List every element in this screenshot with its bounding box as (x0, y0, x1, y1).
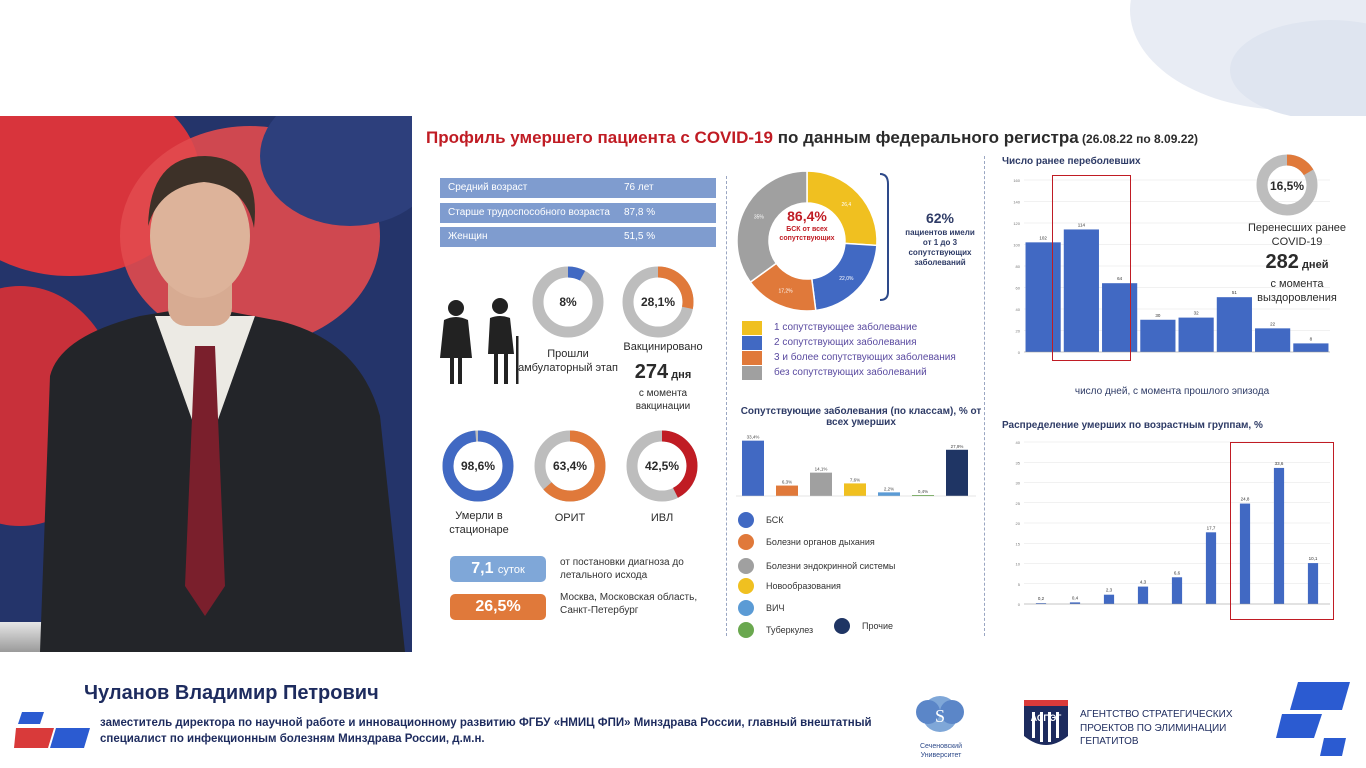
classes-bar (946, 450, 968, 496)
classes-chart-title: Сопутствующие заболевания (по классам), % от всех умерших (740, 406, 982, 428)
bar-value-label: 64 (1117, 276, 1123, 282)
y-tick-label: 160 (1013, 178, 1020, 183)
brand-logo-right (1276, 676, 1356, 766)
bar-value-label: 32 (1193, 310, 1199, 316)
classes-bar-label: 33,4% (746, 434, 760, 440)
bracket (878, 172, 894, 302)
classes-bar-label: 27,9% (950, 443, 964, 449)
classes-legend-label: Туберкулез (766, 625, 814, 635)
classes-bar-label: 2,2% (883, 486, 895, 492)
comorb-caption: пациентов имели от 1 до 3 сопутствующих заболеваний (905, 228, 975, 267)
classes-legend-dot (738, 578, 754, 594)
classes-bar (844, 483, 866, 496)
sechenov-tree-icon (910, 692, 970, 740)
bsk-slice-label: 22,0% (839, 275, 854, 282)
classes-bar-label: 7,6% (849, 477, 861, 483)
prev-caption1: Перенесших ранее COVID-19 (1247, 222, 1347, 248)
classes-legend-label: Болезни эндокринной системы (766, 561, 896, 571)
bar (1179, 318, 1214, 352)
y-tick-label: 0 (1017, 602, 1020, 607)
y-tick-label: 80 (1015, 264, 1020, 269)
aspeg-logo (1020, 696, 1072, 756)
y-tick-label: 20 (1015, 521, 1020, 526)
bar-value-label: 8 (1309, 336, 1313, 342)
bar (1138, 587, 1148, 604)
y-tick-label: 20 (1015, 328, 1020, 334)
donut-ivl-caption: ИВЛ (650, 512, 674, 524)
classes-legend-label: БСК (766, 515, 784, 525)
classes-bar-chart (736, 434, 976, 504)
svg-text:S: S (934, 706, 946, 726)
speaker-role: заместитель директора по научной работе и инновационному развитию ФГБУ «НМИЦ ФПИ» Минздрава России, главный внештатный специалист по инфекционным болезням Минздрава России, д.м.н. (100, 717, 872, 745)
donut-vaccinated-caption: Вакцинировано (623, 341, 703, 353)
y-tick-label: 0 (1017, 350, 1020, 355)
bar-value-label: 6,6 (1173, 570, 1181, 576)
comorb-pct: 62% (925, 210, 955, 226)
donut-hospital-caption: Умерли в стационаре (449, 510, 509, 536)
legend-swatch (742, 366, 762, 380)
bar (1172, 577, 1182, 604)
prev-donut-value: 16,5% (1269, 179, 1305, 193)
stat-row-elderly: Старше трудоспособного возраста 87,8 % (440, 203, 716, 223)
bar (1255, 328, 1290, 352)
prev-chart-title: Число ранее переболевших (1002, 156, 1141, 167)
classes-legend-dot (738, 622, 754, 638)
pill-region: 26,5% (450, 594, 546, 620)
vaccination-days: 274 дня (634, 361, 692, 383)
aspeg-text: АГЕНТСТВО СТРАТЕГИЧЕСКИХ ПРОЕКТОВ ПО ЭЛИМИНАЦИИ ГЕПАТИТОВ (1080, 709, 1233, 747)
y-tick-label: 25 (1015, 500, 1020, 506)
legend-label: 1 сопутствующее заболевание (774, 322, 918, 333)
y-tick-label: 10 (1015, 561, 1020, 567)
bsk-slice-label: 26,4 (841, 202, 852, 209)
bar-value-label: 114 (1077, 222, 1085, 228)
donut-vaccinated-value: 28,1% (640, 295, 676, 309)
legend-label: 3 и более сопутствующих заболевания (774, 352, 956, 363)
y-tick-label: 5 (1017, 581, 1020, 587)
bar-value-label: 2,3 (1105, 587, 1113, 593)
donut-ivl-value: 42,5% (644, 459, 680, 473)
legend-swatch (742, 336, 762, 350)
speaker-name: Чуланов Владимир Петрович (84, 682, 379, 704)
classes-bar (742, 441, 764, 496)
prev-caption2: с момента выздоровления (1257, 278, 1337, 304)
bsk-slice-label: 17,2% (778, 288, 793, 295)
classes-legend-dot (738, 512, 754, 528)
brand-logo-left (14, 704, 94, 764)
bar-value-label: 0,4 (1071, 595, 1079, 601)
bar (1206, 532, 1216, 604)
bar-value-label: 30 (1155, 312, 1161, 318)
bar (1140, 320, 1175, 352)
y-tick-label: 120 (1013, 221, 1020, 226)
donut-icu-value: 63,4% (552, 459, 588, 473)
vaccination-days-caption: с момента вакцинации (635, 388, 691, 412)
bar-value-label: 24,8 (1240, 496, 1250, 502)
bsk-slice-label: 35% (753, 214, 764, 221)
presentation-slide (412, 116, 1366, 652)
classes-legend-label: Болезни органов дыхания (766, 537, 875, 547)
classes-legend-label: Прочие (862, 621, 894, 631)
bar-value-label: 22 (1270, 321, 1276, 327)
bar (1104, 595, 1114, 604)
y-tick-label: 15 (1015, 541, 1020, 547)
highlight-box (1052, 175, 1131, 361)
lower-third (0, 652, 1366, 768)
legend-label: 2 сопутствующих заболевания (774, 337, 917, 348)
aspeg-abbr: АСПЭГ (1030, 713, 1062, 723)
y-tick-label: 30 (1015, 480, 1020, 486)
speaker-silhouette (0, 116, 412, 652)
classes-bar (878, 492, 900, 496)
bar-value-label: 10,1 (1308, 556, 1318, 562)
classes-bar-label: 14,1% (814, 466, 828, 472)
donut-icu-caption: ОРИТ (554, 512, 586, 524)
slide-title: Профиль умершего пациента с COVID-19 по данным федерального регистра (26.08.22 по 8.09.22) (426, 128, 1199, 147)
prev-xlabel: число дней, с момента прошлого эпизода (1074, 386, 1270, 397)
donut-ambulatory-value: 8% (559, 295, 577, 309)
classes-legend-dot (738, 534, 754, 550)
classes-bar (776, 486, 798, 496)
classes-legend-dot (834, 618, 850, 634)
bar-value-label: 17,7 (1206, 525, 1216, 531)
bsk-center-pct: 86,4% (787, 208, 827, 224)
donut-hospital-value: 98,6% (460, 459, 496, 473)
y-tick-label: 40 (1015, 307, 1020, 312)
classes-legend-dot (738, 558, 754, 574)
classes-legend-dot (738, 600, 754, 616)
classes-bar-label: 0,4% (917, 489, 929, 494)
highlight-box-age (1230, 442, 1334, 620)
elderly-couple-icon (436, 296, 526, 386)
legend-swatch (742, 321, 762, 335)
prev-days: 282 дней (1265, 251, 1329, 273)
pill-days-caption: от постановки диагноза до летального исхода (560, 557, 684, 581)
speaker-video (0, 116, 412, 652)
bar-value-label: 33,6 (1274, 460, 1284, 466)
bsk-center-caption: БСК от всех сопутствующих (779, 226, 835, 242)
y-tick-label: 100 (1013, 242, 1020, 248)
pill-days: 7,1 суток (450, 556, 546, 582)
bar-value-label: 0,2 (1037, 596, 1045, 602)
bar (1293, 343, 1328, 352)
y-tick-label: 140 (1013, 199, 1020, 205)
sechenov-text: Сеченовский Университет (919, 743, 963, 760)
classes-legend-label: Новообразования (766, 581, 841, 591)
bar-value-label: 102 (1039, 235, 1047, 241)
bar-value-label: 51 (1231, 290, 1237, 296)
classes-bar (810, 473, 832, 496)
bar-value-label: 4,3 (1139, 579, 1147, 585)
age-chart-title: Распределение умерших по возрастным группам, % (1002, 420, 1263, 431)
y-tick-label: 35 (1015, 460, 1020, 466)
bar (1217, 297, 1252, 352)
pill-region-caption: Москва, Московская область, Санкт-Петербург (560, 592, 698, 616)
classes-legend-label: ВИЧ (766, 603, 785, 613)
stat-row-women: Женщин 51,5 % (440, 227, 716, 247)
donut-ambulatory-caption: Прошли амбулаторный этап (518, 348, 618, 374)
legend-label: без сопутствующих заболеваний (774, 367, 927, 378)
stat-row-age: Средний возраст 76 лет (440, 178, 716, 198)
legend-swatch (742, 351, 762, 365)
classes-bar-label: 6,3% (781, 479, 793, 485)
y-tick-label: 40 (1015, 440, 1020, 445)
y-tick-label: 60 (1015, 285, 1020, 291)
